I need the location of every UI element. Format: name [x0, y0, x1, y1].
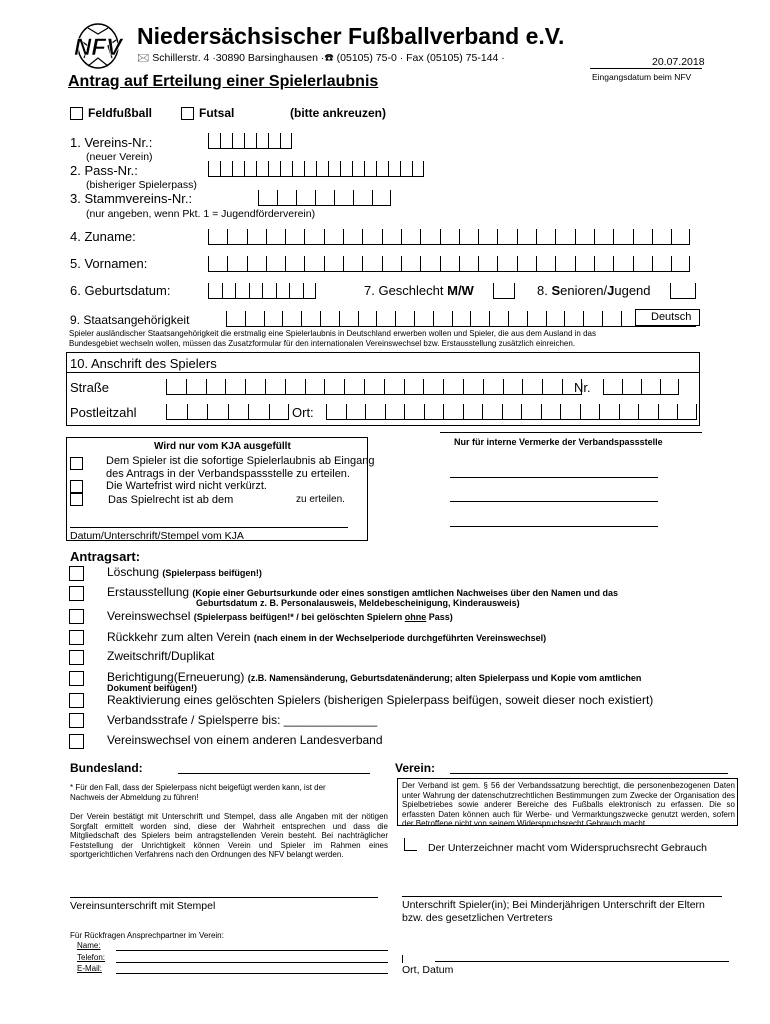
comb-cell — [384, 379, 404, 395]
comb-cell — [264, 311, 283, 327]
comb-cell — [497, 229, 516, 245]
comb-cell — [226, 311, 245, 327]
comb-cell — [228, 404, 249, 420]
comb-cell — [400, 161, 412, 177]
vereinsunterschrift-line[interactable] — [70, 897, 378, 898]
comb-cell — [227, 256, 246, 272]
kja-spielrecht-checkbox[interactable] — [70, 493, 83, 506]
kja-sign-label: Datum/Unterschrift/Stempel vom KJA — [70, 530, 244, 542]
comb-cell — [594, 229, 613, 245]
pass-nr-label: 2. Pass-Nr.: — [70, 163, 138, 178]
eingang-label: Eingangsdatum beim NFV — [592, 72, 692, 82]
comb-cell — [376, 311, 395, 327]
ort-input[interactable] — [326, 404, 697, 420]
comb-cell — [580, 404, 600, 420]
comb-cell — [324, 379, 344, 395]
comb-cell — [364, 161, 376, 177]
comb-cell — [671, 229, 690, 245]
comb-cell — [423, 379, 443, 395]
comb-cell — [671, 256, 690, 272]
comb-cell — [541, 404, 561, 420]
comb-cell — [670, 283, 696, 299]
vereins-nr-label: 1. Vereins-Nr.: — [70, 135, 153, 150]
nfv-logo — [66, 22, 130, 70]
comb-cell — [292, 161, 304, 177]
feldfussball-checkbox[interactable] — [70, 107, 83, 120]
comb-cell — [463, 379, 483, 395]
comb-cell — [497, 256, 516, 272]
comb-cell — [521, 404, 541, 420]
org-name: Niedersächsischer Fußballverband e.V. — [137, 23, 565, 49]
comb-cell — [208, 283, 222, 299]
comb-cell — [401, 229, 420, 245]
comb-cell — [401, 256, 420, 272]
ort-datum-line[interactable] — [435, 961, 729, 962]
feldfussball-label: Feldfußball — [88, 106, 152, 120]
zweitschrift-checkbox[interactable] — [69, 650, 84, 665]
comb-cell — [315, 190, 334, 206]
logo-text: NFV — [74, 34, 122, 61]
comb-cell — [208, 256, 227, 272]
comb-cell — [285, 379, 305, 395]
comb-cell — [443, 404, 463, 420]
comb-cell — [440, 256, 459, 272]
rueckkehr-label: Rückkehr zum alten Verein (nach einem in der Wechselperiode durchgeführten Vereinswechsel) — [107, 630, 547, 644]
kja-spielrecht-suffix: zu erteilen. — [296, 494, 345, 505]
hausnr-input[interactable] — [603, 379, 679, 395]
comb-cell — [677, 404, 697, 420]
comb-cell — [266, 256, 285, 272]
comb-cell — [304, 256, 323, 272]
comb-cell — [344, 379, 364, 395]
comb-cell — [489, 311, 508, 327]
contact-telefon-input[interactable] — [116, 962, 388, 963]
comb-cell — [305, 379, 325, 395]
staatsangehoerigkeit-value: Deutsch — [651, 311, 692, 323]
comb-cell — [249, 283, 263, 299]
comb-cell — [433, 311, 452, 327]
ort-label: Ort: — [292, 405, 314, 420]
reaktivierung-checkbox[interactable] — [69, 693, 84, 708]
comb-cell — [232, 161, 244, 177]
comb-cell — [452, 311, 471, 327]
stammvereins-nr-label: 3. Stammvereins-Nr.: — [70, 191, 193, 206]
erstausstellung-note-2: Geburtsdatum z. B. Personalausweis, Meldebescheinigung, Kinderausweis) — [196, 598, 520, 608]
comb-cell — [362, 229, 381, 245]
comb-cell — [208, 161, 220, 177]
comb-cell — [262, 283, 276, 299]
comb-cell — [258, 190, 277, 206]
strasse-input[interactable] — [166, 379, 582, 395]
pass-nr-note: (bisheriger Spielerpass) — [86, 179, 197, 191]
landesverband-label: Vereinswechsel von einem anderen Landesverband — [107, 733, 383, 747]
ankreuzen-note: (bitte ankreuzen) — [290, 106, 387, 120]
contact-email-input[interactable] — [116, 973, 388, 974]
kja-spielrecht-label: Das Spielrecht ist ab dem — [108, 494, 234, 506]
comb-cell — [352, 161, 364, 177]
intern-line-3 — [450, 526, 658, 527]
comb-cell — [395, 311, 414, 327]
intern-title: Nur für interne Vermerke der Verbandspassstelle — [454, 437, 663, 447]
berichtigung-label: Berichtigung(Erneuerung) (z.B. Namensänderung, Geburtsdatenänderung; alten Spielerpass und Kopie vom amtlichen — [107, 670, 642, 684]
kja-sofort-line1: Dem Spieler ist die sofortige Spielerlaubnis ab Eingang — [106, 455, 375, 467]
comb-cell — [166, 404, 187, 420]
kja-sign-line — [70, 527, 348, 528]
berichtigung-note-2: Dokument beifügen!) — [107, 683, 197, 693]
comb-cell — [220, 161, 232, 177]
comb-cell — [280, 161, 292, 177]
comb-cell — [546, 311, 565, 327]
widerspruch-label: Der Unterzeichner macht vom Widerspruchsrecht Gebrauch — [428, 842, 707, 854]
comb-cell — [388, 161, 400, 177]
comb-cell — [443, 379, 463, 395]
comb-cell — [276, 283, 290, 299]
address-title-rule — [66, 372, 700, 373]
comb-cell — [301, 311, 320, 327]
vereins-nr-note: (neuer Verein) — [86, 151, 153, 163]
geburtsdatum-label: 6. Geburtsdatum: — [70, 283, 171, 298]
comb-cell — [268, 161, 280, 177]
comb-cell — [542, 379, 562, 395]
comb-cell — [382, 229, 401, 245]
comb-cell — [420, 229, 439, 245]
comb-cell — [478, 229, 497, 245]
comb-cell — [613, 229, 632, 245]
comb-cell — [235, 283, 249, 299]
senioren-jugend-input[interactable] — [670, 283, 696, 299]
comb-cell — [527, 311, 546, 327]
comb-cell — [285, 256, 304, 272]
kja-wartefrist-label: Die Wartefrist wird nicht verkürzt. — [106, 480, 267, 492]
comb-cell — [227, 229, 246, 245]
intern-line-1 — [450, 477, 658, 478]
comb-cell — [508, 311, 527, 327]
comb-cell — [222, 283, 236, 299]
pass-nr-input[interactable] — [208, 161, 424, 177]
hausnr-label: Nr. — [574, 380, 591, 395]
contact-name-input[interactable] — [116, 950, 388, 951]
stammvereins-nr-note: (nur angeben, wenn Pkt. 1 = Jugendförderverein) — [86, 208, 316, 220]
spieler-unterschrift-label-1: Unterschrift Spieler(in); Bei Minderjährigen Unterschrift der Eltern — [402, 899, 705, 911]
kja-title: Wird nur vom KJA ausgefüllt — [154, 441, 291, 452]
berichtigung-checkbox[interactable] — [69, 671, 84, 686]
vereinswechsel-label: Vereinswechsel (Spielerpass beifügen!* / bei gelöschten Spielern ohne Pass) — [107, 609, 453, 623]
comb-cell — [256, 161, 268, 177]
header-date: 20.07.2018 — [652, 56, 705, 68]
strasse-label: Straße — [70, 380, 110, 395]
org-address: 🖂 Schillerstr. 4 ·30890 Barsinghausen ·☎ (05105) 75-0 · Fax (05105) 75-144 · — [137, 52, 505, 64]
staatsangehoerigkeit-input[interactable] — [226, 311, 696, 327]
comb-cell — [564, 311, 583, 327]
comb-cell — [385, 404, 405, 420]
comb-cell — [603, 379, 622, 395]
comb-cell — [536, 229, 555, 245]
comb-cell — [522, 379, 542, 395]
comb-cell — [420, 256, 439, 272]
comb-cell — [622, 379, 641, 395]
comb-cell — [404, 404, 424, 420]
vornamen-input[interactable] — [208, 256, 690, 272]
comb-cell — [459, 229, 478, 245]
vereinsunterschrift-label: Vereinsunterschrift mit Stempel — [70, 900, 216, 912]
comb-cell — [555, 229, 574, 245]
comb-cell — [463, 404, 483, 420]
comb-cell — [583, 311, 602, 327]
futsal-checkbox[interactable] — [181, 107, 194, 120]
erstausstellung-checkbox[interactable] — [69, 586, 84, 601]
comb-cell — [320, 311, 339, 327]
staatsangehoerigkeit-label: 9. Staatsangehörigkeit — [70, 313, 190, 327]
widerspruch-bracket — [404, 838, 417, 851]
spieler-unterschrift-line[interactable] — [402, 896, 722, 897]
comb-cell — [346, 404, 366, 420]
comb-cell — [478, 256, 497, 272]
plz-input[interactable] — [166, 404, 289, 420]
comb-cell — [619, 404, 639, 420]
contact-email-label: E-Mail: — [77, 964, 102, 973]
comb-cell — [440, 229, 459, 245]
comb-cell — [245, 311, 264, 327]
comb-cell — [324, 256, 343, 272]
comb-cell — [324, 229, 343, 245]
verein-input[interactable] — [450, 773, 728, 774]
comb-cell — [289, 283, 303, 299]
comb-cell — [343, 229, 362, 245]
comb-cell — [502, 404, 522, 420]
comb-cell — [652, 229, 671, 245]
comb-cell — [208, 229, 227, 245]
geburtsdatum-input[interactable] — [208, 283, 316, 299]
comb-cell — [207, 404, 228, 420]
comb-cell — [339, 311, 358, 327]
loeschung-label: Löschung (Spielerpass beifügen!) — [107, 565, 262, 579]
contact-name-label: Name: — [77, 941, 101, 950]
comb-cell — [328, 161, 340, 177]
comb-cell — [268, 133, 280, 149]
comb-cell — [265, 379, 285, 395]
eingang-line — [590, 68, 702, 69]
ort-datum-bracket — [402, 955, 415, 963]
comb-cell — [187, 404, 208, 420]
comb-cell — [382, 256, 401, 272]
comb-cell — [641, 379, 660, 395]
comb-cell — [633, 256, 652, 272]
comb-cell — [316, 161, 328, 177]
comb-cell — [285, 229, 304, 245]
comb-cell — [660, 379, 679, 395]
comb-cell — [166, 379, 186, 395]
geschlecht-label: 7. Geschlecht M/W — [364, 283, 474, 298]
comb-cell — [186, 379, 206, 395]
comb-cell — [372, 190, 391, 206]
comb-cell — [269, 404, 290, 420]
rueckkehr-checkbox[interactable] — [69, 630, 84, 645]
comb-cell — [414, 311, 433, 327]
comb-cell — [304, 161, 316, 177]
comb-cell — [334, 190, 353, 206]
erstausstellung-label: Erstausstellung (Kopie einer Geburtsurkunde oder eines sonstigen amtlichen Nachweises über den Namen und das — [107, 585, 618, 599]
rueckfragen-label: Für Rückfragen Ansprechpartner im Verein: — [70, 931, 224, 940]
comb-cell — [575, 256, 594, 272]
comb-cell — [247, 229, 266, 245]
verbandsstrafe-checkbox[interactable] — [69, 713, 84, 728]
comb-cell — [282, 311, 301, 327]
landesverband-checkbox[interactable] — [69, 734, 84, 749]
comb-cell — [326, 404, 346, 420]
spieler-unterschrift-label-2: bzw. des gesetzlichen Vertreters — [402, 912, 553, 924]
comb-cell — [613, 256, 632, 272]
comb-cell — [208, 133, 220, 149]
comb-cell — [244, 161, 256, 177]
comb-cell — [560, 404, 580, 420]
comb-cell — [555, 256, 574, 272]
comb-cell — [483, 379, 503, 395]
kja-sofort-line2: des Antrags in der Verbandspassstelle zu erteilen. — [106, 468, 350, 480]
comb-cell — [365, 404, 385, 420]
comb-cell — [470, 311, 489, 327]
intern-line-2 — [450, 501, 658, 502]
stammvereins-nr-input[interactable] — [258, 190, 391, 206]
verein-label: Verein: — [395, 761, 436, 775]
comb-cell — [424, 404, 444, 420]
comb-cell — [594, 256, 613, 272]
contact-telefon-label: Telefon: — [77, 953, 106, 962]
intern-top-rule — [440, 432, 702, 433]
address-title: 10. Anschrift des Spielers — [70, 356, 217, 371]
reaktivierung-label: Reaktivierung eines gelöschten Spielers (bisherigen Spielerpass beifügen, soweit dieser noch existiert) — [107, 693, 654, 707]
comb-cell — [304, 229, 323, 245]
futsal-label: Futsal — [199, 106, 235, 120]
loeschung-checkbox[interactable] — [69, 566, 84, 581]
vereins-nr-input[interactable] — [208, 133, 292, 149]
comb-cell — [247, 256, 266, 272]
ort-datum-label: Ort, Datum — [402, 964, 454, 976]
comb-cell — [658, 404, 678, 420]
bundesland-label: Bundesland: — [70, 761, 143, 775]
comb-cell — [633, 229, 652, 245]
kja-wartefrist-checkbox[interactable] — [70, 480, 83, 493]
comb-cell — [536, 256, 555, 272]
comb-cell — [602, 311, 621, 327]
staatsangehoerigkeit-note-2: Bundesgebiet wechseln wollen, müssen das Zusatzformular für den internationalen Vereinswechsel bzw. Erstausstellung zusätzlich einreichen. — [69, 339, 576, 348]
comb-cell — [376, 161, 388, 177]
comb-cell — [517, 229, 536, 245]
comb-cell — [482, 404, 502, 420]
comb-cell — [517, 256, 536, 272]
comb-cell — [599, 404, 619, 420]
comb-cell — [220, 133, 232, 149]
comb-cell — [364, 379, 384, 395]
zuname-input[interactable] — [208, 229, 690, 245]
zweitschrift-label: Zweitschrift/Duplikat — [107, 649, 215, 663]
zuname-label: 4. Zuname: — [70, 229, 136, 244]
vornamen-label: 5. Vornamen: — [70, 256, 148, 271]
footnote-line-1: * Für den Fall, dass der Spielerpass nicht beigefügt werden kann, ist der — [70, 783, 326, 792]
footnote-line-2: Nachweis der Abmeldung zu führen! — [70, 793, 199, 802]
comb-cell — [503, 379, 523, 395]
comb-cell — [277, 190, 296, 206]
comb-cell — [404, 379, 424, 395]
kja-sofort-checkbox[interactable] — [70, 457, 83, 470]
comb-cell — [575, 229, 594, 245]
antragsart-title: Antragsart: — [70, 549, 141, 564]
comb-cell — [280, 133, 292, 149]
comb-cell — [353, 190, 372, 206]
comb-cell — [652, 256, 671, 272]
comb-cell — [244, 133, 256, 149]
comb-cell — [266, 229, 285, 245]
comb-cell — [225, 379, 245, 395]
vereinswechsel-checkbox[interactable] — [69, 609, 84, 624]
comb-cell — [245, 379, 265, 395]
plz-label: Postleitzahl — [70, 405, 137, 420]
confirmation-text: Der Verein bestätigt mit Unterschrift und Stempel, dass alle Angaben mit der nötigen Sorgfalt ermittelt worden sind, diese der Wahrheit entsprechen und dass die Mitgliedschaft des Spielers beim antragstellenden Verein besteht. Bei nachträglicher Feststellung der Unrichtigkeit können Verein und Spieler im Rahmen eines sportgerichtlichen Verfahrens nach den Ordnungen des NFV belangt werden. — [70, 812, 388, 860]
comb-cell — [232, 133, 244, 149]
comb-cell — [206, 379, 226, 395]
comb-cell — [362, 256, 381, 272]
comb-cell — [248, 404, 269, 420]
geschlecht-input[interactable] — [493, 283, 515, 299]
comb-cell — [343, 256, 362, 272]
comb-cell — [358, 311, 377, 327]
comb-cell — [256, 133, 268, 149]
comb-cell — [638, 404, 658, 420]
comb-cell — [303, 283, 317, 299]
senioren-jugend-label: 8. Senioren/Jugend — [537, 283, 651, 298]
privacy-text: Der Verband ist gem. § 56 der Verbandssatzung berechtigt, die personenbezogenen Daten unter Wahrung der datenschutzrechtlichen Bestimmungen zum Zwecke der Organisation des Spielbetriebes sowie anderer Bereiche des Fußballs elektronisch zu erfassen. Die so erfassten Daten können auch für Werbe- und Vermarktungszwecke genutzt werden, sofern der Betroffene nicht von seinem Widerspruchsrecht Gebrauch macht. — [402, 781, 735, 829]
form-title: Antrag auf Erteilung einer Spielerlaubnis — [68, 73, 379, 90]
comb-cell — [296, 190, 315, 206]
verbandsstrafe-label: Verbandsstrafe / Spielsperre bis: ______________ — [107, 713, 378, 727]
bundesland-input[interactable] — [178, 773, 370, 774]
comb-cell — [493, 283, 515, 299]
staatsangehoerigkeit-note-1: Spieler ausländischer Staatsangehörigkeit die erstmalig eine Spielerlaubnis in Deutschland erwerben wollen und Spieler, die aus dem Ausland in das — [69, 329, 596, 338]
comb-cell — [459, 256, 478, 272]
comb-cell — [412, 161, 424, 177]
comb-cell — [340, 161, 352, 177]
